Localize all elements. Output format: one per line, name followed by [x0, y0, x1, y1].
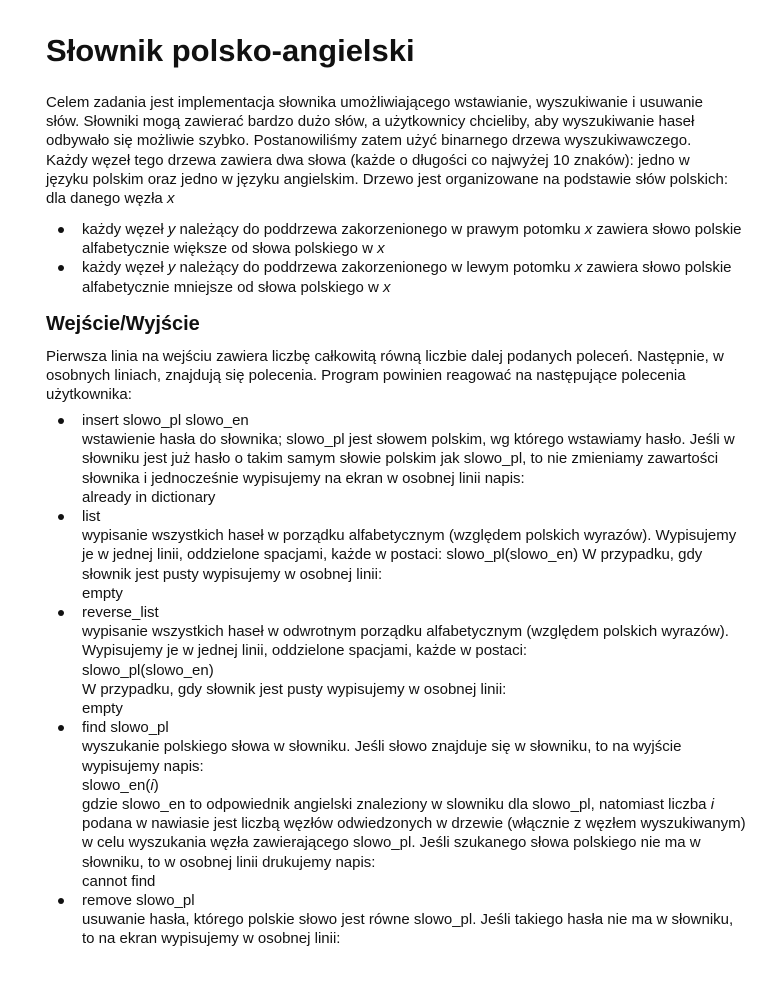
command-description: wypisanie wszystkich haseł w odwrotnym porządku alfabetycznym (względem polskich wyrazów). Wypisujemy je w jednej linii, oddzielone spacjami, każde w postaci: [82, 623, 729, 660]
command-output: empty [82, 700, 123, 718]
intro-var: x [166, 190, 175, 208]
command-format: slowo_pl(slowo_en) [82, 661, 214, 679]
intro-text: Celem zadania jest implementacja słownika umożliwiającego wstawianie, wyszukiwanie i usuwanie słów. Słowniki mogą zawierać bardzo dużo słów, a użytkownicy chcieliby, aby wyszukiwanie haseł odbywało się możliwie szybko. Postanowiliśmy zatem użyć binarnego drzewa wyszukiwawczego. Każdy węzeł tego drzewa zawiera dwa słowa (każde o długości co najwyżej 10 znaków): jedno w języku polskim oraz jedno w języku angielskim. Drzewo jest organizowane na podstawie słów polskich: dla danego węzła [46, 94, 728, 208]
list-item: każdy węzeł y należący do poddrzewa zakorzenionego w lewym potomku x zawiera słowo polskie alfabetycznie mniejsze od słowa polskiego w x [46, 258, 746, 296]
list-item: każdy węzeł y należący do poddrzewa zakorzenionego w prawym potomku x zawiera słowo polskie alfabetycznie większe od słowa polskiego w x [46, 220, 746, 258]
bullet-icon [58, 725, 64, 731]
command-description-2: W przypadku, gdy słownik jest pusty wypisujemy w osobnej linii: [82, 680, 507, 698]
command-description: wyszukanie polskiego słowa w słowniku. Jeśli słowo znajduje się w słowniku, to na wyjście wypisujemy napis: [82, 738, 682, 775]
bullet-icon [58, 418, 64, 424]
bullet-icon [58, 610, 64, 616]
command-name: reverse_list [82, 604, 159, 622]
command-output: cannot find [82, 872, 156, 890]
command-name: remove slowo_pl [82, 892, 195, 910]
command-output: already in dictionary [82, 488, 216, 506]
bst-property-list [46, 220, 746, 297]
command-name: insert slowo_pl slowo_en [82, 412, 249, 429]
command-description: usuwanie hasła, którego polskie słowo jest równe slowo_pl. Jeśli takiego hasła nie ma w słowniku, to na ekran wypisujemy w osobnej linii: [82, 911, 734, 948]
command-reverse-list [46, 603, 746, 718]
command-insert [46, 411, 746, 507]
bullet-icon [58, 898, 64, 904]
io-paragraph: Pierwsza linia na wejściu zawiera liczbę całkowitą równą liczbie dalej podanych poleceń. Następnie, w osobnych liniach, znajdują się polecenia. Program powinien reagować na następujące polecenia użytkownika: [46, 348, 724, 404]
command-name: find slowo_pl [82, 719, 169, 737]
command-description: wstawienie hasła do słownika; slowo_pl jest słowem polskim, wg którego wstawiamy hasło. Jeśli w słowniku jest już hasło o takim samym słowie polskim jak slowo_pl, to nie zmieniamy zawartości słownika i jednocześnie wypisujemy na ekran w osobnej linii napis: [82, 431, 735, 487]
section-heading-io: Wejście/Wyjście [46, 313, 200, 335]
command-description: wypisanie wszystkich haseł w porządku alfabetycznym (względem polskich wyrazów). Wypisujemy je w jednej linii, oddzielone spacjami, każde w postaci: slowo_pl(slowo_en) W przypadku, gdy słownik jest pusty wypisujemy w osobnej linii: [82, 527, 737, 583]
bullet-icon [58, 265, 64, 271]
command-remove [46, 891, 746, 949]
bullet-icon [58, 514, 64, 520]
intro-paragraph [46, 93, 736, 208]
command-description-2: gdzie slowo_en to odpowiednik angielski znaleziony w slowniku dla slowo_pl, natomiast liczba i podana w nawiasie jest liczbą węzłów odwiedzonych w drzewie (włącznie z węzłem wyszukiwanym) w celu wyszukania węzła zawierającego slowo_pl. Jeśli szukanego słowa polskiego nie ma w słowniku, to w osobnej linii drukujemy napis: [82, 796, 746, 871]
command-output: empty [82, 584, 123, 602]
bullet-icon [58, 227, 64, 233]
page-title: Słownik polsko-angielski [46, 33, 415, 68]
command-find [46, 718, 746, 891]
command-format: slowo_en(i) [82, 776, 159, 794]
command-list [46, 411, 746, 949]
command-name: list [82, 508, 101, 526]
command-list-item [46, 507, 746, 603]
